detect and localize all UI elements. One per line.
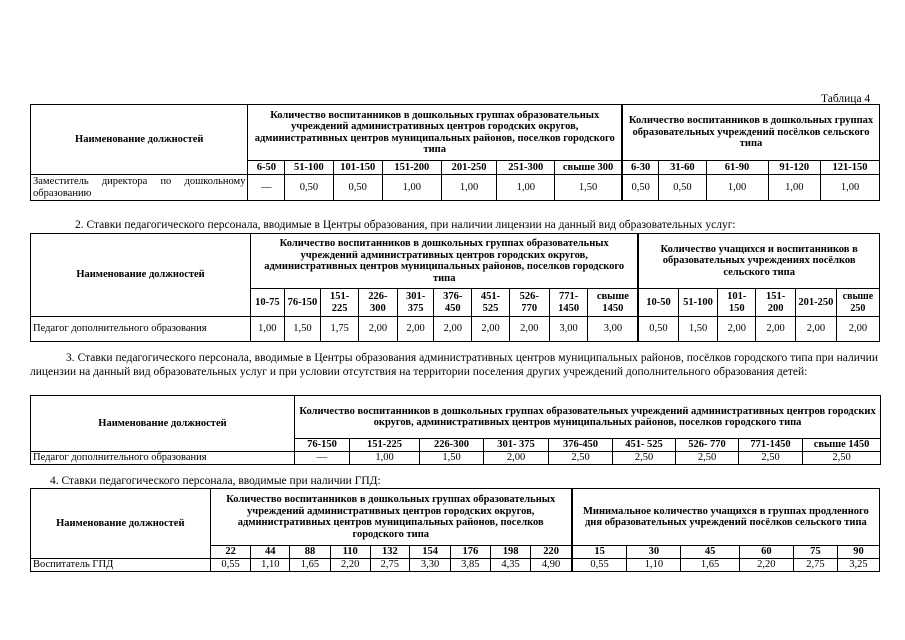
t2-range-b: 201-250 <box>795 289 836 317</box>
t1-range-a: 6-50 <box>248 161 285 175</box>
t3-range: 301- 375 <box>484 439 549 452</box>
t1-group-b: Количество воспитанников в дошкольных группах образовательных учреждений посёлков сельского типа <box>622 105 880 161</box>
t4-cell: 0,55 <box>210 559 251 572</box>
t1-range-a: 101-150 <box>333 161 382 175</box>
t4-range-a: 110 <box>330 546 370 559</box>
t4-range-a: 176 <box>450 546 490 559</box>
t2-cell: 2,00 <box>359 317 398 342</box>
t2-range-a: 301-375 <box>397 289 434 317</box>
t2-cell: 1,75 <box>321 317 359 342</box>
t4-group-b: Минимальное количество учащихся в группах продленного дня образовательных учреждений посёлков сельского типа <box>572 489 880 546</box>
t4-cell: 3,25 <box>837 559 879 572</box>
t4-range-a: 198 <box>490 546 531 559</box>
t2-col-name: Наименование должностей <box>31 234 251 317</box>
t1-col-name: Наименование должностей <box>31 105 248 175</box>
t1-cell: 0,50 <box>285 175 333 201</box>
t1-cell: 0,50 <box>659 175 706 201</box>
t4-group-a: Количество воспитанников в дошкольных группах образовательных учреждений административных центров городских округов, административных центров муниципальных районов, поселков городского типа <box>210 489 572 546</box>
t4-cell: 1,10 <box>251 559 290 572</box>
t4-range-a: 22 <box>210 546 251 559</box>
t2-group-b: Количество учащихся и воспитанников в образовательных учреждениях посёлков сельского типа <box>638 234 879 289</box>
t3-cell: 2,50 <box>549 452 613 465</box>
t4-cell: 3,85 <box>450 559 490 572</box>
t4-cell: 3,30 <box>410 559 451 572</box>
t2-range-b: 101-150 <box>718 289 756 317</box>
t4-cell: 1,65 <box>681 559 739 572</box>
t3-range: 771-1450 <box>739 439 803 452</box>
paragraph-4: 4. Ставки педагогического персонала, вводимые при наличии ГПД: <box>50 475 381 487</box>
t3-range: 376-450 <box>549 439 613 452</box>
t4-cell: 2,75 <box>370 559 410 572</box>
t4-col-name: Наименование должностей <box>31 489 211 559</box>
t1-row-label: Заместитель директора по дошкольному образованию <box>31 175 248 201</box>
t4-cell: 1,10 <box>627 559 681 572</box>
t4-range-b: 75 <box>793 546 837 559</box>
t2-cell: 2,00 <box>718 317 756 342</box>
t1-range-a: 251-300 <box>497 161 555 175</box>
t1-range-b: 121-150 <box>821 161 880 175</box>
t1-cell: 1,00 <box>497 175 555 201</box>
t4-range-a: 220 <box>531 546 572 559</box>
table-1 <box>30 104 880 201</box>
t2-range-b: 151-200 <box>756 289 796 317</box>
t3-cell: 1,00 <box>350 452 420 465</box>
t1-group-a: Количество воспитанников в дошкольных группах образовательных учреждений административных центров городских округов, административных центров муниципальных районов, поселков городского типа <box>248 105 622 161</box>
t4-cell: 4,90 <box>531 559 572 572</box>
t3-group-a: Количество воспитанников в дошкольных группах образовательных учреждений административных центров городских округов, административных центров муниципальных районов, поселков городского типа <box>295 396 881 439</box>
t1-cell: 1,00 <box>441 175 497 201</box>
t4-range-a: 154 <box>410 546 451 559</box>
t2-range-a: 526-770 <box>509 289 549 317</box>
t2-row-label: Педагог дополнительного образования <box>31 317 251 342</box>
t2-range-a: 771-1450 <box>549 289 588 317</box>
t4-range-b: 90 <box>837 546 879 559</box>
t1-range-a: 201-250 <box>441 161 497 175</box>
t4-cell: 1,65 <box>290 559 331 572</box>
t2-cell: 2,00 <box>795 317 836 342</box>
t4-cell: 0,55 <box>572 559 627 572</box>
t2-range-a: 10-75 <box>251 289 285 317</box>
t1-cell: 1,00 <box>382 175 441 201</box>
t4-range-b: 15 <box>572 546 627 559</box>
t4-range-b: 45 <box>681 546 739 559</box>
t2-cell: 2,00 <box>434 317 472 342</box>
t4-range-a: 88 <box>290 546 331 559</box>
t3-cell: 1,50 <box>420 452 484 465</box>
t4-cell: 2,20 <box>330 559 370 572</box>
t2-range-b: 51-100 <box>678 289 718 317</box>
t2-cell: 1,50 <box>284 317 321 342</box>
t3-range: 76-150 <box>295 439 350 452</box>
t1-range-b: 91-120 <box>768 161 821 175</box>
t2-cell: 3,00 <box>549 317 588 342</box>
t2-range-a: свыше 1450 <box>588 289 638 317</box>
t4-row-label: Воспитатель ГПД <box>31 559 211 572</box>
t2-cell: 1,50 <box>678 317 718 342</box>
t2-cell: 0,50 <box>638 317 678 342</box>
t3-col-name: Наименование должностей <box>31 396 295 452</box>
t2-range-a: 451-525 <box>472 289 510 317</box>
t1-range-b: 6-30 <box>622 161 659 175</box>
t3-cell: 2,50 <box>676 452 739 465</box>
t3-cell: 2,50 <box>803 452 881 465</box>
t1-range-b: 31-60 <box>659 161 706 175</box>
t1-range-a: свыше 300 <box>555 161 622 175</box>
t3-cell: 2,50 <box>739 452 803 465</box>
t2-cell: 2,00 <box>756 317 796 342</box>
table-3 <box>30 395 881 465</box>
paragraph-2: 2. Ставки педагогического персонала, вводимые в Центры образования, при наличии лицензии на данный вид образовательных услуг: <box>75 219 736 231</box>
table-2 <box>30 233 880 342</box>
t2-range-a: 76-150 <box>284 289 321 317</box>
t3-range: 226-300 <box>420 439 484 452</box>
t1-range-a: 151-200 <box>382 161 441 175</box>
t3-range: 151-225 <box>350 439 420 452</box>
t1-cell: 0,50 <box>333 175 382 201</box>
t2-cell: 3,00 <box>588 317 638 342</box>
t3-range: 451- 525 <box>613 439 676 452</box>
t1-cell: — <box>248 175 285 201</box>
t4-cell: 2,75 <box>793 559 837 572</box>
t2-group-a: Количество воспитанников в дошкольных группах образовательных учреждений административных центров городских округов, административных центров муниципальных районов, поселков городского типа <box>251 234 639 289</box>
t3-cell: 2,00 <box>484 452 549 465</box>
t1-cell: 0,50 <box>622 175 659 201</box>
t3-row-label: Педагог дополнительного образования <box>31 452 295 465</box>
paragraph-3: 3. Ставки педагогического персонала, вводимые в Центры образования административных центров муниципальных районов, посёлков городского типа при наличии лицензии на данный вид образовательных услуг и при условии отсутствия на территории поселения других учреждений дополнительного образования детей: <box>30 352 878 378</box>
t4-cell: 4,35 <box>490 559 531 572</box>
t2-cell: 2,00 <box>397 317 434 342</box>
t3-range: 526- 770 <box>676 439 739 452</box>
t4-range-b: 60 <box>739 546 793 559</box>
t4-range-a: 44 <box>251 546 290 559</box>
table-4 <box>30 488 880 572</box>
t2-range-b: 10-50 <box>638 289 678 317</box>
t3-cell: — <box>295 452 350 465</box>
t2-cell: 2,00 <box>509 317 549 342</box>
t1-range-a: 51-100 <box>285 161 333 175</box>
t4-range-a: 132 <box>370 546 410 559</box>
t2-cell: 2,00 <box>836 317 879 342</box>
t2-range-a: 226-300 <box>359 289 398 317</box>
t1-cell: 1,00 <box>821 175 880 201</box>
t1-cell: 1,50 <box>555 175 622 201</box>
t1-range-b: 61-90 <box>706 161 768 175</box>
t2-cell: 1,00 <box>251 317 285 342</box>
t3-range: свыше 1450 <box>803 439 881 452</box>
t2-range-a: 151-225 <box>321 289 359 317</box>
t1-cell: 1,00 <box>768 175 821 201</box>
table-caption: Таблица 4 <box>821 93 871 105</box>
t2-cell: 2,00 <box>472 317 510 342</box>
t2-range-a: 376-450 <box>434 289 472 317</box>
t4-range-b: 30 <box>627 546 681 559</box>
t4-cell: 2,20 <box>739 559 793 572</box>
t3-cell: 2,50 <box>613 452 676 465</box>
t1-cell: 1,00 <box>706 175 768 201</box>
t2-range-b: свыше 250 <box>836 289 879 317</box>
